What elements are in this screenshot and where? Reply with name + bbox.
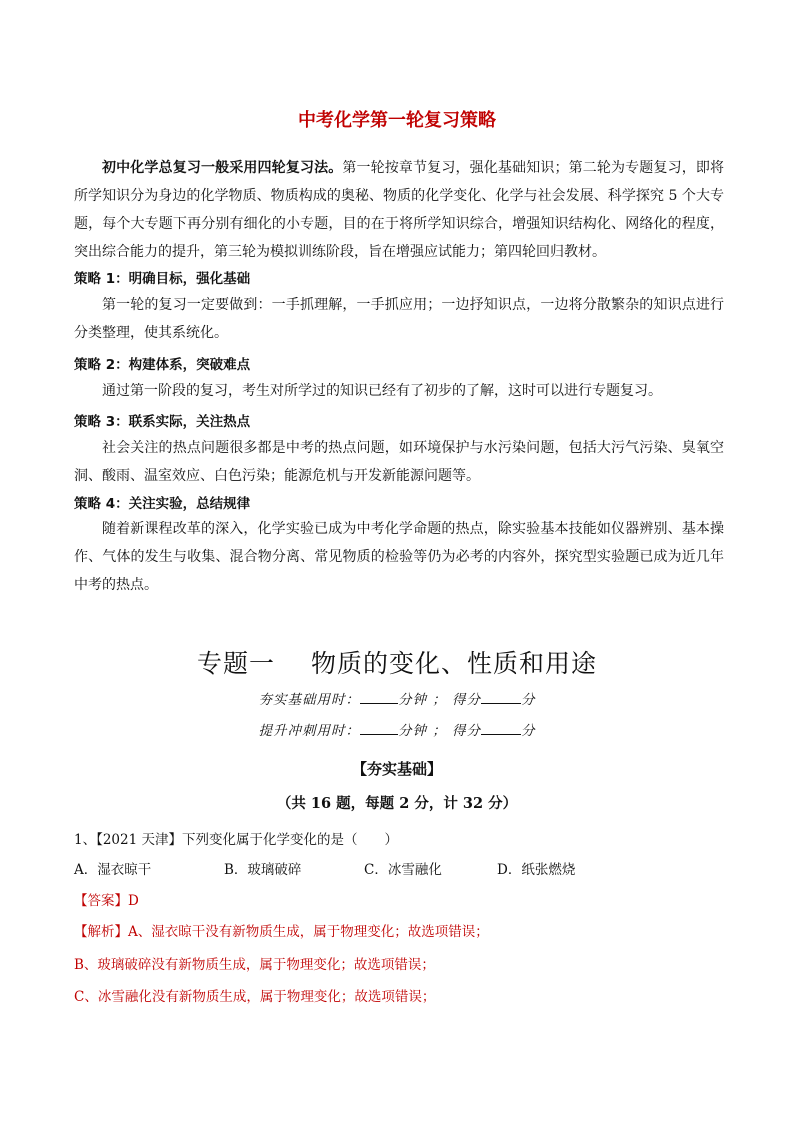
page-title: 中考化学第一轮复习策略 [298,110,496,131]
option-a: A．湿衣晾干 [74,862,152,878]
answer-line [74,889,139,909]
strategy-4-body: 随着新课程改革的深入，化学实验已成为中考化学命题的热点，除实验基本技能如仪器辨别、基本操作、气体的发生与收集、混合物分离、常见物质的检验等仍为必考的内容外，探究型实验题已成为近几年中考的热点。 [74,521,724,593]
basic-score-blank[interactable] [481,691,521,704]
analysis-line-1 [74,920,489,940]
strategy-1-body: 第一轮的复习一定要做到：一手抓理解，一手抓应用；一边抒知识点，一边将分散繁杂的知识点进行分类整理，使其系统化。 [74,297,724,341]
advanced-score-blank[interactable] [481,722,521,735]
basic-time-blank[interactable] [360,691,398,704]
analysis-label: 【解析】 [74,924,128,940]
advanced-time-label: 提升冲刺用时： [258,723,360,739]
question-1: 1、【2021 天津】下列变化属于化学变化的是（ ） [74,832,398,848]
advanced-time-line [0,719,794,739]
topic-number: 专题一 [196,649,275,678]
topic-title [0,644,794,680]
advanced-score-label: 分钟 ； 得分 [397,723,482,739]
strategy-3-body: 社会关注的热点问题很多都是中考的热点问题，如环境保护与水污染问题，包括大污气污染、臭氧空洞、酸雨、温室效应、白色污染；能源危机与开发新能源问题等。 [74,440,724,484]
basic-score-unit: 分 [521,692,536,708]
basic-time-label: 夯实基础用时： [258,692,360,708]
intro-lead: 初中化学总复习一般采用四轮复习法。 [102,160,343,176]
answer-label: 【答案】 [74,893,128,909]
intro-body: 第一轮按章节复习，强化基础知识；第二轮为专题复习，即将所学知识分为身边的化学物质、物质构成的奥秘、物质的化学变化、化学与社会发展、科学探究 5 个大专题，每个大专题下再分别有细化的小专题，目的在于将所学知识综合，增强知识结构化、网络化的程度，突出综合能力的提升，第三轮为模拟训练阶段，旨在增强应试能力；第四轮回归教材。 [74,160,725,260]
strategy-4-heading: 策略 4：关注实验，总结规律 [74,496,251,512]
section-heading: 【夯实基础】 [351,760,442,778]
option-d: D．纸张燃烧 [497,862,576,878]
analysis-line-3: C、冰雪融化没有新物质生成，属于物理变化；故选项错误； [74,989,436,1005]
strategy-2-heading: 策略 2：构建体系，突破难点 [74,357,251,373]
basic-score-label: 分钟 ； 得分 [397,692,482,708]
advanced-time-blank[interactable] [360,722,398,735]
intro-paragraph [74,154,724,266]
strategy-3-heading: 策略 3：联系实际，关注热点 [74,414,251,430]
basic-time-line [0,688,794,708]
advanced-score-unit: 分 [521,723,536,739]
option-c: C．冰雪融化 [364,862,442,878]
analysis-line-2: B、玻璃破碎没有新物质生成，属于物理变化；故选项错误； [74,957,435,973]
strategy-2-body: 通过第一阶段的复习，考生对所学过的知识已经有了初步的了解，这时可以进行专题复习。 [102,383,662,399]
topic-name: 物质的变化、性质和用途 [311,649,598,678]
analysis-text-a: A、湿衣晾干没有新物质生成，属于物理变化；故选项错误； [128,924,489,940]
strategy-1-heading: 策略 1：明确目标，强化基础 [74,271,251,287]
section-subheading: （共 16 题，每题 2 分，计 32 分） [276,795,518,812]
answer-value: D [128,893,139,909]
option-b: B．玻璃破碎 [224,862,302,878]
